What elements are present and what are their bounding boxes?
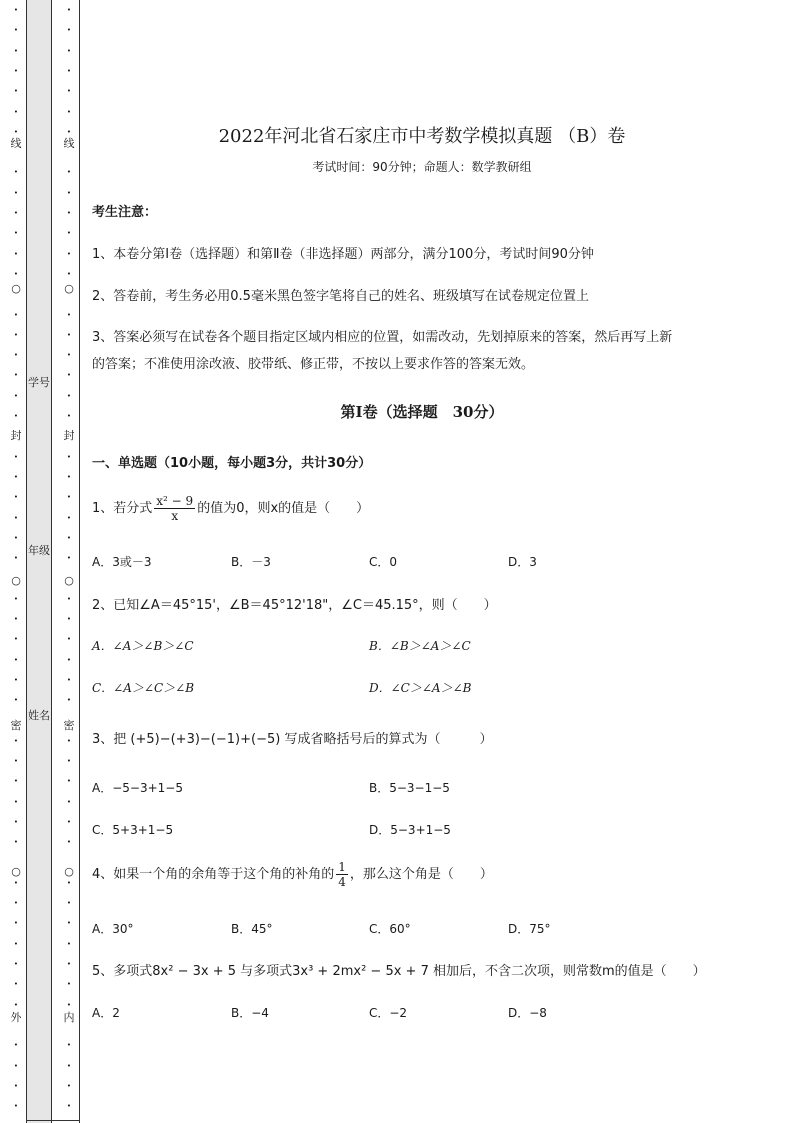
left-cut-dot: • [13,1102,19,1110]
left-cut-dot: • [13,798,19,806]
cut-line-left [10,0,22,1123]
left-cut-dot: • [13,473,19,481]
left-cut-dot: • [13,899,19,907]
q1-option-a: A．3或－3 [92,555,152,569]
right-cut-dot: • [66,67,72,75]
q5-option-c: C．−2 [369,1006,408,1020]
q2-option-a: A．∠A＞∠B＞∠C [92,639,194,653]
field-grade-label: 年级 [28,544,50,557]
left-cut-dot: • [13,980,19,988]
right-cut-dot: • [66,615,72,623]
right-cut-dot: • [66,229,72,237]
question-2: 2、已知∠A＝45°15'，∠B＝45°12'18"，∠C＝45.15°，则（ ） [92,598,497,613]
left-cut-dot: • [13,311,19,319]
question-4-prefix: 4、如果一个角的余角等于这个角的补角的 [92,867,335,882]
q3-option-d: D．5−3+1−5 [369,823,451,837]
right-cut-dot: • [66,189,72,197]
q2-option-d: D．∠C＞∠A＞∠B [369,681,472,695]
right-cut-dot: • [66,392,72,400]
notice-item-3: 3、答案必须写在试卷各个题目指定区域内相应的位置，如需改动，先划掉原来的答案，然后再写上新 [92,330,673,345]
q1-option-b: B．－3 [231,555,271,569]
right-cut-dot: • [66,1041,72,1049]
right-cut-dot: • [66,47,72,55]
left-cut-dot: • [13,270,19,278]
right-cut-dot: • [66,26,72,34]
question-1-fraction [154,494,195,523]
left-cut-dot: • [13,371,19,379]
q2-option-b: B．∠B＞∠A＞∠C [369,639,471,653]
left-cut-dot: • [13,656,19,664]
q4-option-c: C．60° [369,922,411,936]
left-cut-dot: • [13,67,19,75]
left-cut-dot: • [13,87,19,95]
field-name-label: 姓名 [28,709,50,722]
right-cut-dot: • [66,108,72,116]
q5-option-d: D．−8 [508,1006,547,1020]
left-cut-dot: • [13,412,19,420]
question-3: 3、把 (+5)−(+3)−(−1)+(−5) 写成省略括号后的算式为（ ） [92,732,493,747]
q4-option-d: D．75° [508,922,551,936]
right-cut-dot: • [66,595,72,603]
field-name [26,707,52,725]
right-cut-dot: • [66,696,72,704]
left-cut-circle-3: ○ [11,865,21,878]
right-cut-dot: • [66,777,72,785]
exam-page [92,0,752,1123]
right-cut-dot: • [66,940,72,948]
left-cut-dot: • [13,351,19,359]
question-4-fraction [336,860,348,889]
left-cut-dot: • [13,1062,19,1070]
left-cut-mark-3: 密 [10,719,22,732]
right-cut-dot: • [66,371,72,379]
left-cut-dot: • [13,6,19,14]
left-cut-dot: • [13,128,19,136]
left-cut-dot: • [13,108,19,116]
binding-margin [0,0,84,1123]
right-cut-dot: • [66,1062,72,1070]
question-1-prefix: 1、若分式 [92,501,153,516]
left-cut-dot: • [13,595,19,603]
left-cut-dot: • [13,1001,19,1009]
right-cut-dot: • [66,757,72,765]
left-cut-dot: • [13,818,19,826]
fraction-numerator: x² − 9 [156,494,194,508]
left-cut-dot: • [13,737,19,745]
page-subtitle: 考试时间：90分钟；命题人：数学教研组 [312,160,532,174]
left-cut-dot: • [13,696,19,704]
right-cut-mark-1: 线 [63,137,75,150]
left-cut-dot: • [13,168,19,176]
left-cut-dot: • [13,757,19,765]
q5-option-a: A．2 [92,1006,120,1020]
left-cut-dot: • [13,189,19,197]
right-cut-dot: • [66,351,72,359]
right-cut-dot: • [66,493,72,501]
question-1-suffix: 的值为0，则x的值是（ ） [197,501,370,516]
right-cut-circle-3: ○ [64,865,74,878]
part-heading: 一、单选题（10小题，每小题3分，共计30分） [92,456,372,471]
right-cut-dot: • [66,514,72,522]
right-cut-dot: • [66,412,72,420]
right-cut-dot: • [66,879,72,887]
q5-option-b: B．−4 [231,1006,269,1020]
left-cut-mark-2: 封 [10,429,22,442]
student-info-strip [26,0,52,1123]
question-4-suffix: ，那么这个角是（ ） [349,867,493,882]
field-student-id-label: 学号 [28,376,50,389]
left-cut-dot: • [13,47,19,55]
left-cut-dot: • [13,960,19,968]
right-cut-dot: • [66,960,72,968]
right-cut-dot: • [66,818,72,826]
left-cut-dot: • [13,331,19,339]
right-cut-dot: • [66,1082,72,1090]
right-cut-mark-4: 内 [63,1011,75,1024]
q4-option-a: A．30° [92,922,134,936]
left-cut-dot: • [13,1041,19,1049]
notice-item-3-cont: 的答案；不准使用涂改液、胶带纸、修正带，不按以上要求作答的答案无效。 [92,357,535,372]
field-student-id [26,374,52,392]
right-cut-dot: • [66,168,72,176]
fraction-numerator: 1 [338,860,346,874]
q2-option-c: C．∠A＞∠C＞∠B [92,681,195,695]
right-cut-mark-2: 封 [63,429,75,442]
left-cut-dot: • [13,392,19,400]
right-cut-dot: • [66,534,72,542]
right-cut-dot: • [66,331,72,339]
right-cut-dot: • [66,899,72,907]
left-cut-dot: • [13,1082,19,1090]
left-cut-dot: • [13,209,19,217]
right-cut-dot: • [66,676,72,684]
page-title: 2022年河北省石家庄市中考数学模拟真题 （B）卷 [218,126,626,147]
right-cut-circle-2: ○ [64,574,74,587]
left-cut-dot: • [13,940,19,948]
right-cut-circle-1: ○ [64,282,74,295]
left-cut-mark-1: 线 [10,137,22,150]
left-cut-dot: • [13,534,19,542]
question-4 [92,860,493,889]
q1-option-d: D．3 [508,555,537,569]
right-cut-dot: • [66,270,72,278]
right-cut-dot: • [66,919,72,927]
notice-item-2: 2、答卷前，考生务必用0.5毫米黑色签字笔将自己的姓名、班级填写在试卷规定位置上 [92,289,589,304]
fraction-denominator: 4 [338,875,346,889]
right-cut-dot: • [66,311,72,319]
q3-option-b: B．5−3−1−5 [369,781,450,795]
left-cut-dot: • [13,777,19,785]
left-cut-dot: • [13,514,19,522]
right-cut-dot: • [66,128,72,136]
right-cut-dot: • [66,554,72,562]
right-cut-dot: • [66,250,72,258]
right-cut-mark-3: 密 [63,719,75,732]
left-cut-dot: • [13,635,19,643]
right-cut-dot: • [66,1001,72,1009]
right-cut-dot: • [66,453,72,461]
q3-option-a: A．−5−3+1−5 [92,781,183,795]
q4-option-b: B．45° [231,922,273,936]
right-cut-dot: • [66,1102,72,1110]
margin-rule [79,0,80,1123]
notice-item-1: 1、本卷分第I卷（选择题）和第Ⅱ卷（非选择题）两部分，满分100分，考试时间90分钟 [92,247,594,262]
right-cut-dot: • [66,473,72,481]
left-cut-dot: • [13,229,19,237]
left-cut-dot: • [13,879,19,887]
fraction-denominator: x [171,509,179,523]
right-cut-dot: • [66,737,72,745]
left-cut-dot: • [13,676,19,684]
left-cut-dot: • [13,453,19,461]
left-cut-dot: • [13,554,19,562]
right-cut-dot: • [66,6,72,14]
left-cut-dot: • [13,250,19,258]
right-cut-dot: • [66,980,72,988]
field-grade [26,542,52,560]
left-cut-dot: • [13,919,19,927]
left-cut-dot: • [13,26,19,34]
right-cut-dot: • [66,209,72,217]
left-cut-circle-2: ○ [11,574,21,587]
right-cut-dot: • [66,838,72,846]
q3-option-c: C．5+3+1−5 [92,823,174,837]
question-5: 5、多项式8x² − 3x + 5 与多项式3x³ + 2mx² − 5x + 7 相加后，不含二次项，则常数m的值是（ ） [92,964,706,979]
left-cut-mark-4: 外 [10,1011,22,1024]
left-cut-dot: • [13,493,19,501]
left-cut-dot: • [13,838,19,846]
section-title: 第I卷（选择题 30分） [340,403,504,421]
q1-option-c: C．0 [369,555,398,569]
left-cut-circle-1: ○ [11,282,21,295]
right-cut-dot: • [66,635,72,643]
question-1 [92,494,369,523]
right-cut-dot: • [66,87,72,95]
notice-heading: 考生注意： [92,205,158,220]
right-cut-dot: • [66,656,72,664]
right-cut-dot: • [66,798,72,806]
left-cut-dot: • [13,615,19,623]
cut-line-right [63,0,75,1123]
